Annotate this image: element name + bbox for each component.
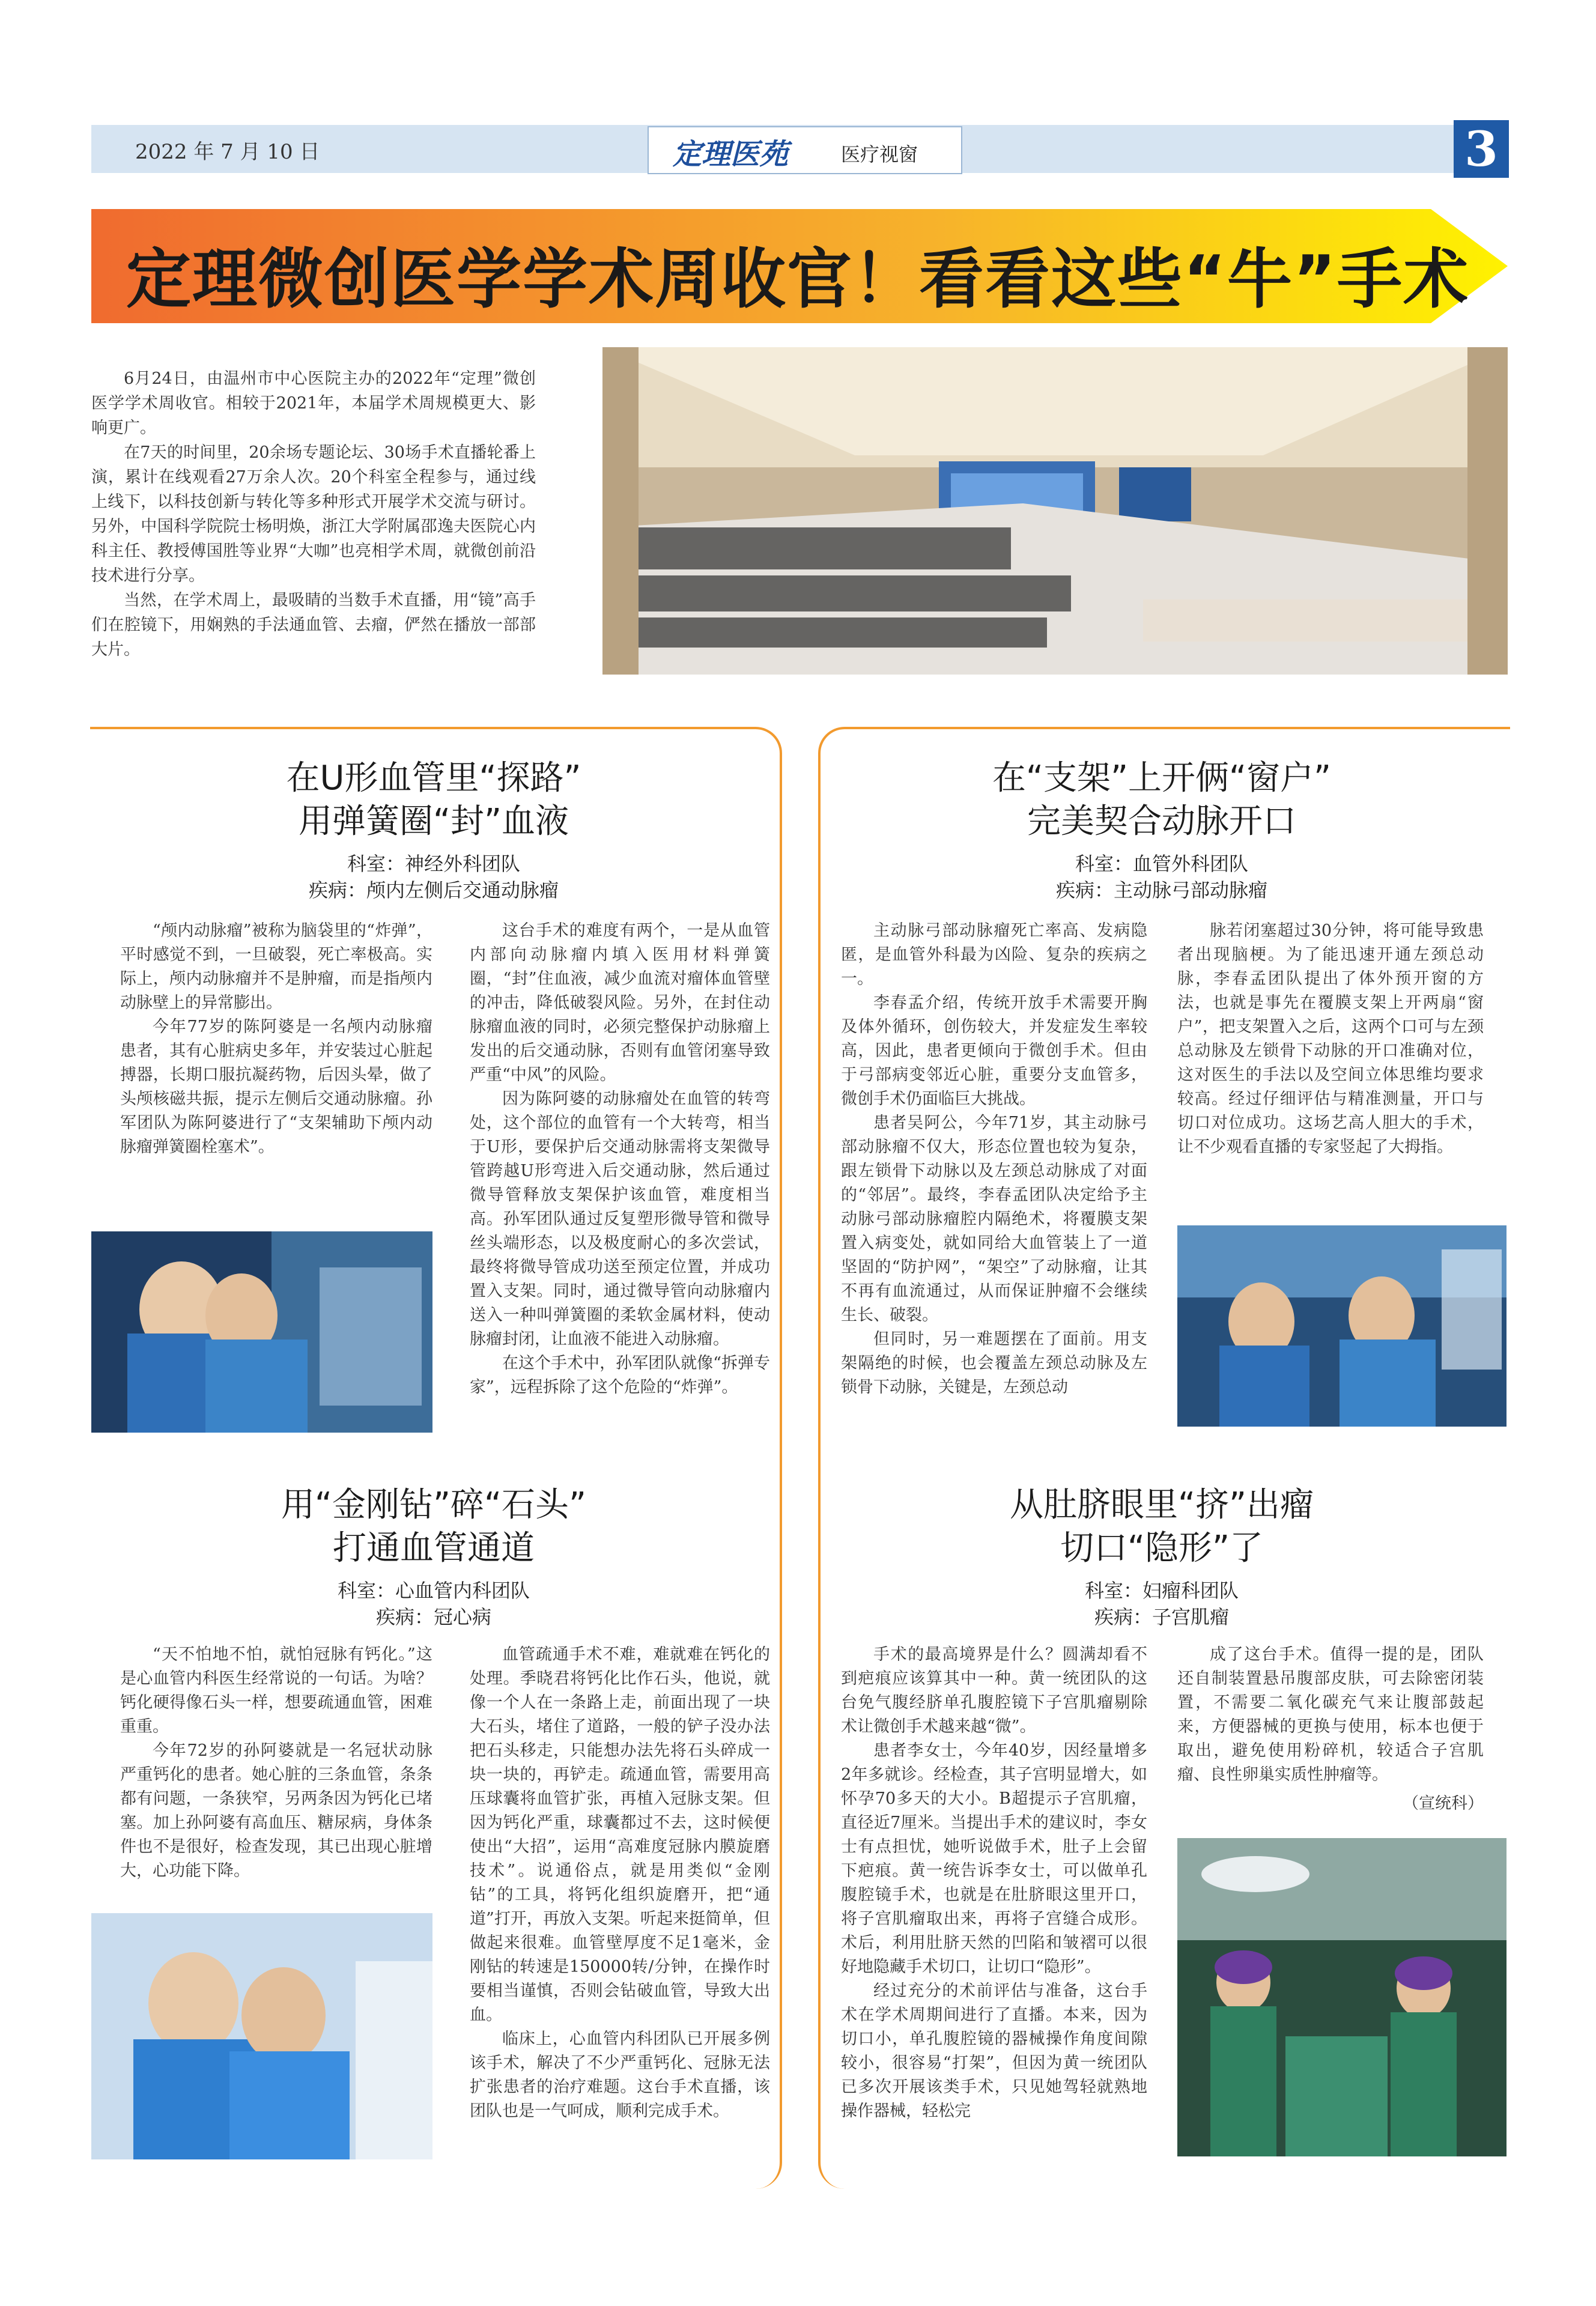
article-title: 打通血管通道 — [333, 1529, 535, 1568]
paragraph: 患者吴阿公，今年71岁，其主动脉弓部动脉瘤不仅大，形态位置也较为复杂，跟左锁骨下动脉以及左颈总动脉成了对面的“邻居”。最终，李春孟团队决定给予主动脉弓部动脉瘤腔内隔绝术，将覆膜支架置入病变处，就如同给大血管装上了一道坚固的“防护网”，“架空”了动脉瘤，让其不再有血流通过，从而保证肿瘤不会继续生长、破裂。 — [841, 1114, 1147, 1324]
article-4-col-1 — [841, 1643, 1147, 2123]
article-title: 用“金刚钻”碎“石头” — [281, 1485, 587, 1525]
article-title: 完美契合动脉开口 — [1027, 802, 1296, 841]
intro-paragraph: 6月24日，由温州市中心医院主办的2022年“定理”微创医学学术周收官。相较于2021年，本届学术周规模更大、影响更广。 — [91, 369, 536, 437]
neurosurgery-photo — [91, 1231, 432, 1433]
paragraph: 但同时，另一难题摆在了面前。用支架隔绝的时候，也会覆盖左颈总动脉及左锁骨下动脉，关键是，左颈总动 — [841, 1330, 1147, 1397]
article-disease: 疾病：颅内左侧后交通动脉瘤 — [308, 879, 559, 902]
article-title: 从肚脐眼里“挤”出瘤 — [1009, 1485, 1314, 1525]
article-4-header — [819, 1484, 1504, 1630]
paragraph: 患者李女士，今年40岁，因经量增多2年多就诊。经检查，其子宫明显增大，如怀孕70多天的大小。B超提示子宫肌瘤，直径近7厘米。当提出手术的建议时，李女士有点担忧，她听说做手术，肚子上会留下疤痕。黄一统告诉李女士，可以做单孔腹腔镜手术，也就是在肚脐眼这里开口，将子宫肌瘤取出来，再将子宫缝合成形。术后，利用肚脐天然的凹陷和皱褶可以很好地隐藏手术切口，让切口“隐形”。 — [841, 1741, 1147, 1976]
intro-paragraph: 在7天的时间里，20余场专题论坛、30场手术直播轮番上演，累计在线观看27万余人次。20个科室全程参与，通过线上线下，以科技创新与转化等多种形式开展学术交流与研讨。另外，中国科学院院士杨明焕，浙江大学附属邵逸夫医院心内科主任、教授傅国胜等业界“大咖”也亮相学术周，就微创前沿技术进行分享。 — [91, 443, 536, 585]
article-2-col-2 — [1177, 919, 1484, 1159]
vascular-surgery-photo — [1177, 1225, 1506, 1427]
paragraph: 主动脉弓部动脉瘤死亡率高、发病隐匿，是血管外科最为凶险、复杂的疾病之一。 — [841, 921, 1147, 988]
paragraph: 今年77岁的陈阿婆是一名颅内动脉瘤患者，其有心脏病史多年，并安装过心脏起搏器，长期口服抗凝药物，后因头晕，做了头颅核磁共振，提示左侧后交通动脉瘤。孙军团队为陈阿婆进行了“支架辅助下颅内动脉瘤弹簧圈栓塞术”。 — [120, 1018, 432, 1156]
article-disease: 疾病：子宫肌瘤 — [1094, 1606, 1229, 1628]
paragraph: 这台手术的难度有两个，一是从血管内部向动脉瘤内填入医用材料弹簧圈，“封”住血液，减少血流对瘤体血管壁的冲击，降低破裂风险。另外，在封住动脉瘤血液的同时，必须完整保护动脉瘤上发出的后交通动脉，否则有血管闭塞导致严重“中风”的风险。 — [470, 921, 770, 1084]
conference-hall-photo — [602, 347, 1508, 675]
paragraph: 血管疏通手术不难，难就难在钙化的处理。季晓君将钙化比作石头，他说，就像一个人在一条路上走，前面出现了一块大石头，堵住了道路，一般的铲子没办法把石头移走，只能想办法先将石头碎成一块一块的，再铲走。疏通血管，需要用高压球囊将血管扩张，再植入冠脉支架。但因为钙化严重，球囊都过不去，这时候便使出“大招”，运用“高难度冠脉内膜旋磨技术”。说通俗点，就是用类似“金刚钻”的工具，将钙化组织旋磨开，把“通道”打开，再放入支架。听起来挺简单，但做起来很难。血管壁厚度不足1毫米，金刚钻的转速是150000转/分钟，在操作时要相当谨慎，否则会钻破血管，导致大出血。 — [470, 1645, 770, 2024]
article-4-col-2 — [1177, 1643, 1484, 1816]
issue-date: 2022 年 7 月 10 日 — [135, 140, 320, 164]
paragraph: 成了这台手术。值得一提的是，团队还自制装置悬吊腹部皮肤，可去除密闭装置，不需要二氧化碳充气来让腹部鼓起来，方便器械的更换与使用，标本也便于取出，避免使用粉碎机，较适合子宫肌瘤、良性卵巢实质性肿瘤等。 — [1177, 1645, 1484, 1784]
article-title: 用弹簧圈“封”血液 — [298, 802, 569, 841]
cardiology-photo — [91, 1913, 432, 2159]
article-2-col-1 — [841, 919, 1147, 1400]
paragraph: 经过充分的术前评估与准备，这台手术在学术周期间进行了直播。本来，因为切口小，单孔腹腔镜的器械操作角度间隙较小，很容易“打架”，但因为黄一统团队已多次开展该类手术，只见她驾轻就熟地操作器械，轻松完 — [841, 1982, 1147, 2120]
paragraph: 临床上，心血管内科团队已开展多例该手术，解决了不少严重钙化、冠脉无法扩张患者的治疗难题。这台手术直播，该团队也是一气呵成，顺利完成手术。 — [470, 2030, 770, 2120]
intro-text — [91, 366, 536, 662]
masthead-logo: 定理医苑 — [673, 138, 789, 171]
article-2-header — [819, 757, 1504, 903]
intro-paragraph: 当然，在学术周上，最吸睛的当数手术直播，用“镜”高手们在腔镜下，用娴熟的手法通血管、去瘤，俨然在播放一部部大片。 — [91, 591, 536, 659]
article-1-col-2 — [470, 919, 770, 1400]
paragraph: 脉若闭塞超过30分钟，将可能导致患者出现脑梗。为了能迅速开通左颈总动脉，李春孟团队提出了体外预开窗的方法，也就是事先在覆膜支架上开两扇“窗户”，把支架置入之后，这两个口可与左颈总动脉及左锁骨下动脉的开口准确对位，这对医生的手法以及空间立体思维均要求较高。经过仔细评估与精准测量，开口与切口对位成功。这场艺高人胆大的手术，让不少观看直播的专家竖起了大拇指。 — [1177, 921, 1484, 1156]
article-title: 切口“隐形”了 — [1060, 1529, 1264, 1568]
page-number: 3 — [1454, 120, 1509, 178]
paragraph: 李春孟介绍，传统开放手术需要开胸及体外循环，创伤较大，并发症发生率较高，因此，患者更倾向于微创手术。但由于弓部病变邻近心脏，重要分支血管多，微创手术仍面临巨大挑战。 — [841, 994, 1147, 1108]
article-3-header — [91, 1484, 776, 1630]
article-1-col-1 — [120, 919, 432, 1159]
article-3-col-2 — [470, 1643, 770, 2123]
paragraph: 今年72岁的孙阿婆就是一名冠状动脉严重钙化的患者。她心脏的三条血管，条条都有问题，一条狭窄，另两条因为钙化已堵塞。加上孙阿婆有高血压、糖尿病，身体条件也不是很好，检查发现，其已出现心脏增大，心功能下降。 — [120, 1741, 432, 1880]
article-dept: 科室：神经外科团队 — [347, 852, 520, 875]
headline-banner — [91, 209, 1508, 323]
article-disease: 疾病：冠心病 — [375, 1606, 491, 1628]
article-title: 在U形血管里“探路” — [286, 759, 581, 798]
paragraph: “颅内动脉瘤”被称为脑袋里的“炸弹”，平时感觉不到，一旦破裂，死亡率极高。实际上，颅内动脉瘤并不是肿瘤，而是指颅内动脉壁上的异常膨出。 — [120, 921, 432, 1012]
article-1-header — [91, 757, 776, 903]
paragraph: 因为陈阿婆的动脉瘤处在血管的转弯处，这个部位的血管有一个大转弯，相当于U形，要保护后交通动脉需将支架微导管跨越U形弯进入后交通动脉，然后通过微导管释放支架保护该血管，难度相当高。孙军团队通过反复塑形微导管和微导丝头端形态，以及极度耐心的多次尝试，最终将微导管成功送至预定位置，并成功置入支架。同时，通过微导管向动脉瘤内送入一种叫弹簧圈的柔软金属材料，使动脉瘤封闭，让血液不能进入动脉瘤。 — [470, 1090, 770, 1349]
paragraph: 在这个手术中，孙军团队就像“拆弹专家”，远程拆除了这个危险的“炸弹”。 — [470, 1354, 770, 1397]
article-disease: 疾病：主动脉弓部动脉瘤 — [1055, 879, 1267, 902]
article-title: 在“支架”上开俩“窗户” — [992, 759, 1332, 798]
author-signature: （宣统科） — [1403, 1794, 1484, 1813]
headline-title: 定理微创医学学术周收官！看看这些“牛”手术 — [126, 242, 1469, 317]
paragraph: “天不怕地不怕，就怕冠脉有钙化。”这是心血管内科医生经常说的一句话。为啥？钙化硬得像石头一样，想要疏通血管，困难重重。 — [120, 1645, 432, 1736]
article-dept: 科室：血管外科团队 — [1075, 852, 1248, 875]
gynecology-surgery-photo — [1177, 1838, 1506, 2156]
article-3-col-1 — [120, 1643, 432, 1883]
article-dept: 科室：妇瘤科团队 — [1084, 1579, 1239, 1602]
paragraph: 手术的最高境界是什么？圆满却看不到疤痕应该算其中一种。黄一统团队的这台免气腹经脐单孔腹腔镜下子宫肌瘤剔除术让微创手术越来越“微”。 — [841, 1645, 1147, 1736]
section-name: 医疗视窗 — [841, 143, 918, 166]
article-dept: 科室：心血管内科团队 — [337, 1579, 530, 1602]
